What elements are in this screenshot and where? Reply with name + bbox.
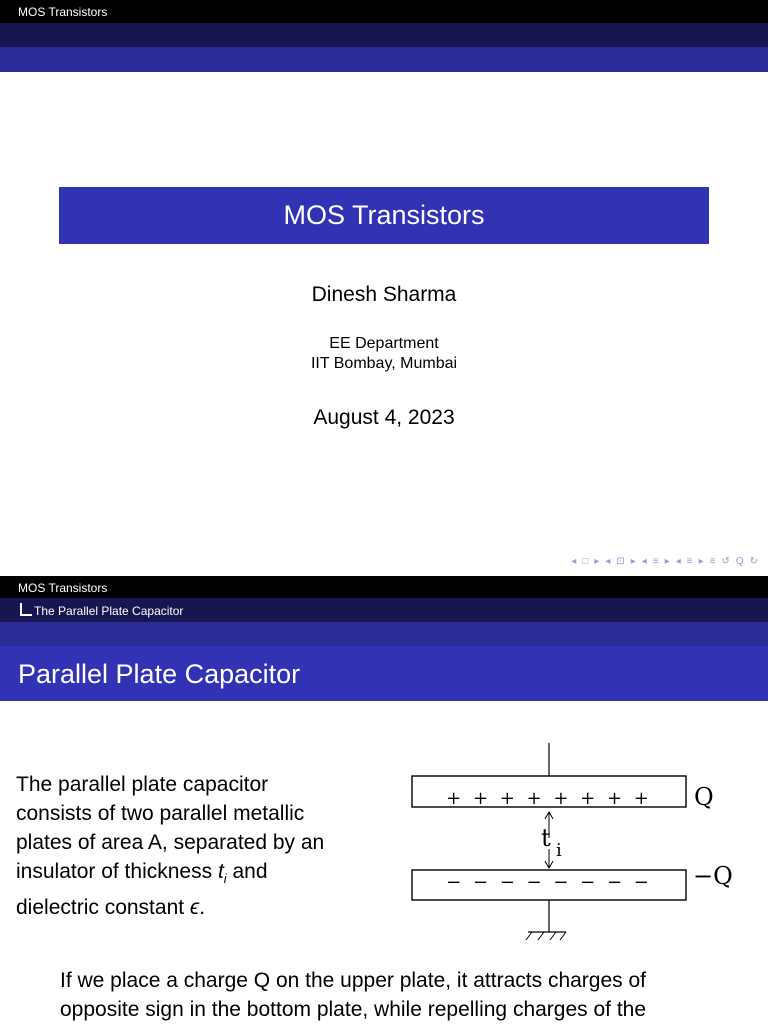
presentation-title [59,187,709,244]
nav-symbol-icon[interactable]: ▸ [698,556,704,567]
header-subsection-bar [0,23,768,47]
body-paragraph [16,770,376,922]
ground-hatch [550,932,556,940]
nav-symbol-icon[interactable]: ◂ [571,556,577,567]
nav-symbol-icon[interactable]: ◂ [641,556,647,567]
body-line [16,857,376,893]
header-bar [0,0,768,23]
symbol-t: t [217,860,224,883]
nav-symbol-icon[interactable]: ◂ [605,556,611,567]
nav-symbol-icon[interactable]: □ [582,556,589,567]
plus-charges: + + + + + + + + [446,788,652,809]
frame-title [0,646,768,701]
explanation-line: opposite sign in the bottom plate, while repelling charges of the [60,998,647,1021]
nav-symbol-icon[interactable]: ≡ [709,556,716,567]
gap-label: t [541,824,551,852]
symbol-epsilon: ϵ [189,896,200,920]
gap-label-subscript: i [556,840,562,861]
author: Dinesh Sharma [311,283,457,306]
header-subsection-bar [0,598,768,622]
body-line: consists of two parallel metallic [16,802,305,825]
subsection-corner-icon [20,603,32,616]
institute-line-2: IIT Bombay, Mumbai [310,355,458,372]
presentation-title-text: MOS Transistors [283,200,485,230]
nav-symbol-icon[interactable]: ↺ [721,556,730,567]
header-bar [0,576,768,598]
frame-title-text: Parallel Plate Capacitor [18,659,301,689]
header-blue-bar [0,622,768,646]
nav-symbol-icon[interactable]: ◂ [675,556,681,567]
body-line: The parallel plate capacitor [16,773,269,796]
nav-symbol-icon[interactable]: Q [735,556,744,567]
nav-symbol-icon[interactable]: ▸ [664,556,670,567]
body-line-and: and [226,860,268,883]
subsection-label: The Parallel Plate Capacitor [34,604,184,618]
beamer-navigation[interactable] [571,556,758,567]
explanation-line: If we place a charge Q on the upper plate, it attracts charges of [60,969,647,992]
header-subsection [20,603,183,618]
minus-charges: − − − − − − − − [446,872,652,893]
symbol-t-subscript: i [223,871,227,887]
header-blue-bar [0,47,768,72]
charge-q-label: Q [694,783,714,811]
header-title: MOS Transistors [18,5,108,19]
nav-symbol-icon[interactable]: ≡ [652,556,659,567]
charge-minus-q-label: −Q [693,862,733,890]
explanation-paragraph [60,966,760,1024]
nav-symbol-icon[interactable]: ↻ [749,556,758,567]
body-line-period: . [199,896,206,920]
date: August 4, 2023 [313,406,455,429]
ground-hatch [526,932,532,940]
body-line-text: dielectric constant [16,896,190,920]
nav-symbol-icon[interactable]: ⊡ [616,556,625,567]
nav-symbol-icon[interactable]: ≡ [686,556,693,567]
ground-hatch [538,932,544,940]
body-line [16,893,376,922]
content-slide [0,576,768,1024]
nav-symbol-icon[interactable]: ▸ [630,556,636,567]
capacitor-diagram [400,741,750,951]
institute-line-1: EE Department [329,335,439,352]
body-line: plates of area A, separated by an [16,831,325,854]
header-title: MOS Transistors [18,581,108,595]
body-line-text: insulator of thickness [16,860,218,883]
ground-hatch [560,932,566,940]
nav-symbol-icon[interactable]: ▸ [594,556,600,567]
